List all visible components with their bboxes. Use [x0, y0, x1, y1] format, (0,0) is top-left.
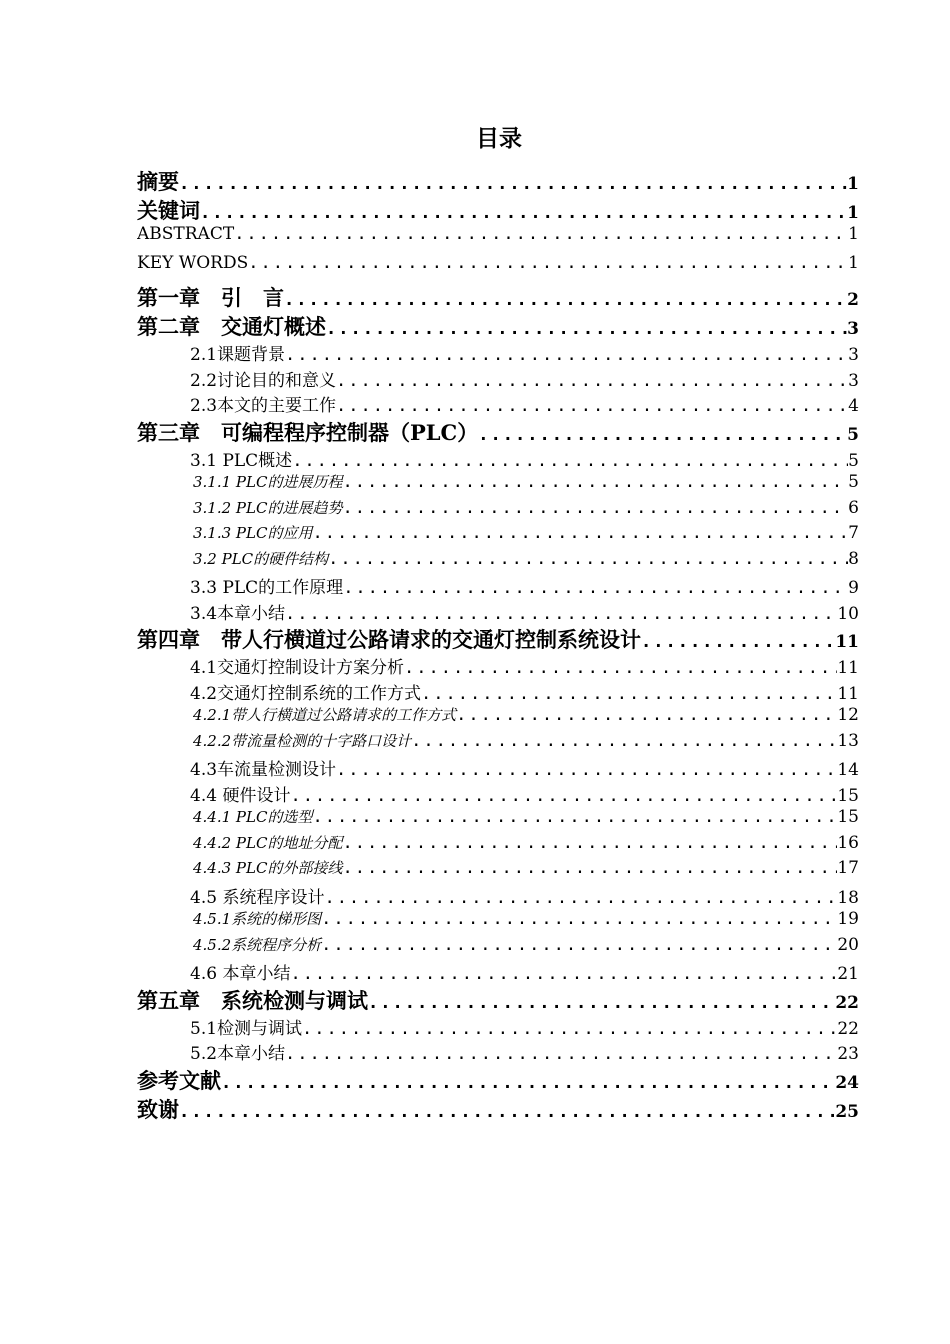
dot-leader	[342, 472, 848, 492]
toc-entry[interactable]	[137, 624, 859, 653]
toc-entry-page-number: 5	[847, 424, 859, 445]
dot-leader	[641, 632, 835, 652]
toc-entry-page-number: 18	[837, 887, 859, 908]
toc-entry-label: 参考文献	[137, 1067, 221, 1093]
toc-entry-label: 4.3车流量检测设计	[190, 760, 337, 780]
dot-leader	[336, 760, 837, 780]
dot-leader	[221, 1073, 835, 1093]
dot-leader	[321, 909, 837, 929]
toc-entry-label: 2.1课题背景	[190, 345, 286, 365]
toc-entry[interactable]	[137, 959, 859, 985]
toc-entry-label: 4.6 本章小结	[190, 964, 291, 984]
toc-entry-label: 2.2讨论目的和意义	[190, 370, 337, 391]
toc-entry-label: 3.1.3 PLC的应用	[193, 524, 313, 542]
toc-entry[interactable]	[137, 1014, 859, 1040]
toc-entry-label: 4.2.2带流量检测的十字路口设计	[193, 731, 412, 750]
toc-entry-label: 摘要	[137, 169, 179, 194]
toc-entry-label: 4.2.1带人行横道过公路请求的工作方式	[193, 706, 457, 724]
toc-entry[interactable]	[137, 679, 859, 705]
toc-entry[interactable]	[137, 311, 859, 340]
dot-leader	[284, 290, 847, 310]
toc-entry-label: 4.4.3 PLC的外部接线	[193, 859, 343, 877]
toc-entry[interactable]	[137, 253, 859, 282]
toc-entry[interactable]	[137, 730, 859, 756]
toc-entry[interactable]	[137, 755, 859, 781]
toc-entry-page-number: 20	[837, 934, 859, 955]
toc-entry-page-number: 24	[835, 1072, 859, 1093]
toc-entry-label: 4.1交通灯控制设计方案分析	[190, 658, 405, 678]
toc-entry-label: 3.1.1 PLC的进展历程	[193, 473, 343, 491]
dot-leader	[285, 345, 848, 365]
toc-entry-label: 4.4.2 PLC的地址分配	[193, 833, 343, 852]
toc-entry-label: 3.3 PLC的工作原理	[190, 578, 344, 598]
toc-entry-label: 第二章 交通灯概述	[137, 314, 326, 339]
toc-title: 目录	[476, 125, 522, 152]
dot-leader	[292, 451, 848, 471]
toc-entry-label: 4.5 系统程序设计	[190, 887, 325, 908]
toc-entry-label: 5.2本章小结	[190, 1044, 286, 1064]
toc-entry-page-number: 14	[837, 760, 859, 780]
toc-entry-page-number: 13	[837, 730, 859, 751]
dot-leader	[404, 658, 837, 678]
dot-leader	[456, 705, 837, 725]
toc-entry-label: 4.5.1系统的梯形图	[193, 910, 322, 928]
dot-leader	[336, 371, 848, 391]
toc-entry[interactable]	[137, 573, 859, 599]
toc-entry-label: 3.1 PLC概述	[190, 450, 293, 471]
toc-entry-label: 4.5.2系统程序分析	[193, 935, 322, 954]
toc-entry-page-number: 21	[837, 964, 859, 984]
toc-entry-page-number: 4	[848, 396, 859, 416]
toc-entry-label: KEY WORDS	[137, 253, 249, 273]
dot-leader	[336, 396, 848, 416]
toc-entry-label: 4.4 硬件设计	[190, 785, 291, 806]
toc-entry[interactable]	[137, 391, 859, 417]
toc-entry-page-number: 7	[848, 523, 859, 543]
toc-entry[interactable]	[137, 653, 859, 679]
toc-entry[interactable]	[137, 340, 859, 366]
toc-entry[interactable]	[137, 934, 859, 960]
toc-entry-page-number: 16	[837, 832, 859, 853]
dot-leader	[328, 549, 848, 569]
toc-entry-page-number: 17	[837, 858, 859, 878]
dot-leader	[342, 833, 837, 853]
toc-entry[interactable]	[137, 548, 859, 574]
dot-leader	[302, 1019, 837, 1039]
toc-entry[interactable]	[137, 781, 859, 807]
dot-leader	[326, 319, 847, 339]
dot-leader	[179, 1102, 835, 1122]
toc-entry[interactable]	[137, 883, 859, 909]
toc-entry[interactable]	[137, 522, 859, 548]
toc-entry-page-number: 11	[837, 683, 859, 704]
toc-entry-label: 4.4.1 PLC的选型	[193, 808, 313, 826]
toc-entry-page-number: 9	[848, 578, 859, 598]
toc-entry-page-number: 8	[848, 548, 859, 569]
toc-entry[interactable]	[137, 908, 859, 934]
dot-leader	[324, 888, 837, 908]
toc-entry[interactable]	[137, 366, 859, 392]
toc-entry-page-number: 1	[847, 203, 859, 223]
toc-entry[interactable]	[137, 857, 859, 883]
toc-entry-page-number: 2	[847, 290, 859, 310]
toc-entry-label: 3.2 PLC的硬件结构	[193, 549, 329, 568]
toc-entry-page-number: 15	[837, 785, 859, 806]
toc-entry-page-number: 1	[848, 253, 859, 273]
dot-leader	[312, 523, 848, 543]
toc-entry[interactable]	[137, 1065, 859, 1094]
dot-leader	[411, 731, 837, 751]
dot-leader	[248, 253, 848, 273]
toc-entry[interactable]	[137, 806, 859, 832]
toc-entry[interactable]	[137, 446, 859, 472]
toc-entry-page-number: 3	[848, 370, 859, 391]
toc-entry-page-number: 15	[837, 807, 859, 827]
toc-entry-label: 关键词	[137, 198, 200, 223]
dot-leader	[290, 964, 837, 984]
toc-entry-label: 3.1.2 PLC的进展趋势	[193, 498, 343, 517]
dot-leader	[290, 786, 837, 806]
toc-entry[interactable]	[137, 985, 859, 1014]
toc-entry-page-number: 1	[848, 224, 859, 244]
toc-entry[interactable]	[137, 417, 859, 446]
toc-entry[interactable]	[137, 195, 859, 224]
toc-entry-page-number: 23	[837, 1044, 859, 1064]
toc-entry-page-number: 25	[835, 1101, 859, 1122]
toc-entry-label: 4.2交通灯控制系统的工作方式	[190, 683, 422, 704]
toc-entry-page-number: 19	[837, 909, 859, 929]
toc-entry-label: 第五章 系统检测与调试	[137, 987, 368, 1013]
dot-leader	[342, 498, 848, 518]
toc-entry[interactable]	[137, 282, 859, 311]
dot-leader	[234, 224, 848, 244]
toc-entry-page-number: 3	[848, 345, 859, 365]
toc-entry-page-number: 3	[847, 319, 859, 339]
toc-entry[interactable]	[137, 599, 859, 625]
toc-entry[interactable]	[137, 224, 859, 253]
toc-entry[interactable]	[137, 166, 859, 195]
toc-entry[interactable]	[137, 471, 859, 497]
dot-leader	[478, 425, 847, 445]
toc-entry-page-number: 5	[848, 450, 859, 471]
toc-entry-label: 5.1检测与调试	[190, 1018, 303, 1039]
toc-entry-page-number: 6	[848, 497, 859, 518]
dot-leader	[312, 807, 837, 827]
toc-entry-page-number: 11	[837, 658, 859, 678]
toc-entry-label: 3.4本章小结	[190, 603, 286, 624]
dot-leader	[321, 935, 837, 955]
toc-entry-page-number: 22	[835, 992, 859, 1013]
dot-leader	[421, 684, 837, 704]
toc-entry[interactable]	[137, 832, 859, 858]
toc-entry-label: 第四章 带人行横道过公路请求的交通灯控制系统设计	[137, 627, 641, 652]
toc-entry-page-number: 10	[837, 603, 859, 624]
toc-entry-label: 2.3本文的主要工作	[190, 396, 337, 416]
dot-leader	[200, 203, 847, 223]
toc-entry[interactable]	[137, 1039, 859, 1065]
toc-entry-label: 第三章 可编程程序控制器（PLC）	[137, 419, 479, 445]
toc-entry[interactable]	[137, 704, 859, 730]
dot-leader	[179, 174, 847, 194]
toc-entry-label: 致谢	[137, 1096, 179, 1122]
dot-leader	[342, 858, 837, 878]
toc-entry[interactable]	[137, 497, 859, 523]
dot-leader	[285, 1044, 837, 1064]
toc-entry-page-number: 5	[848, 472, 859, 492]
toc-entry-label: ABSTRACT	[137, 224, 235, 244]
toc-entry-page-number: 22	[837, 1018, 859, 1039]
toc-entry-page-number: 12	[837, 705, 859, 725]
toc-entry-page-number: 11	[835, 632, 859, 652]
dot-leader	[368, 993, 835, 1013]
dot-leader	[285, 604, 837, 624]
dot-leader	[343, 578, 848, 598]
toc-entry[interactable]	[137, 1094, 859, 1123]
table-of-contents	[137, 166, 859, 1123]
toc-entry-label: 第一章 引 言	[137, 285, 284, 310]
toc-entry-page-number: 1	[847, 174, 859, 194]
